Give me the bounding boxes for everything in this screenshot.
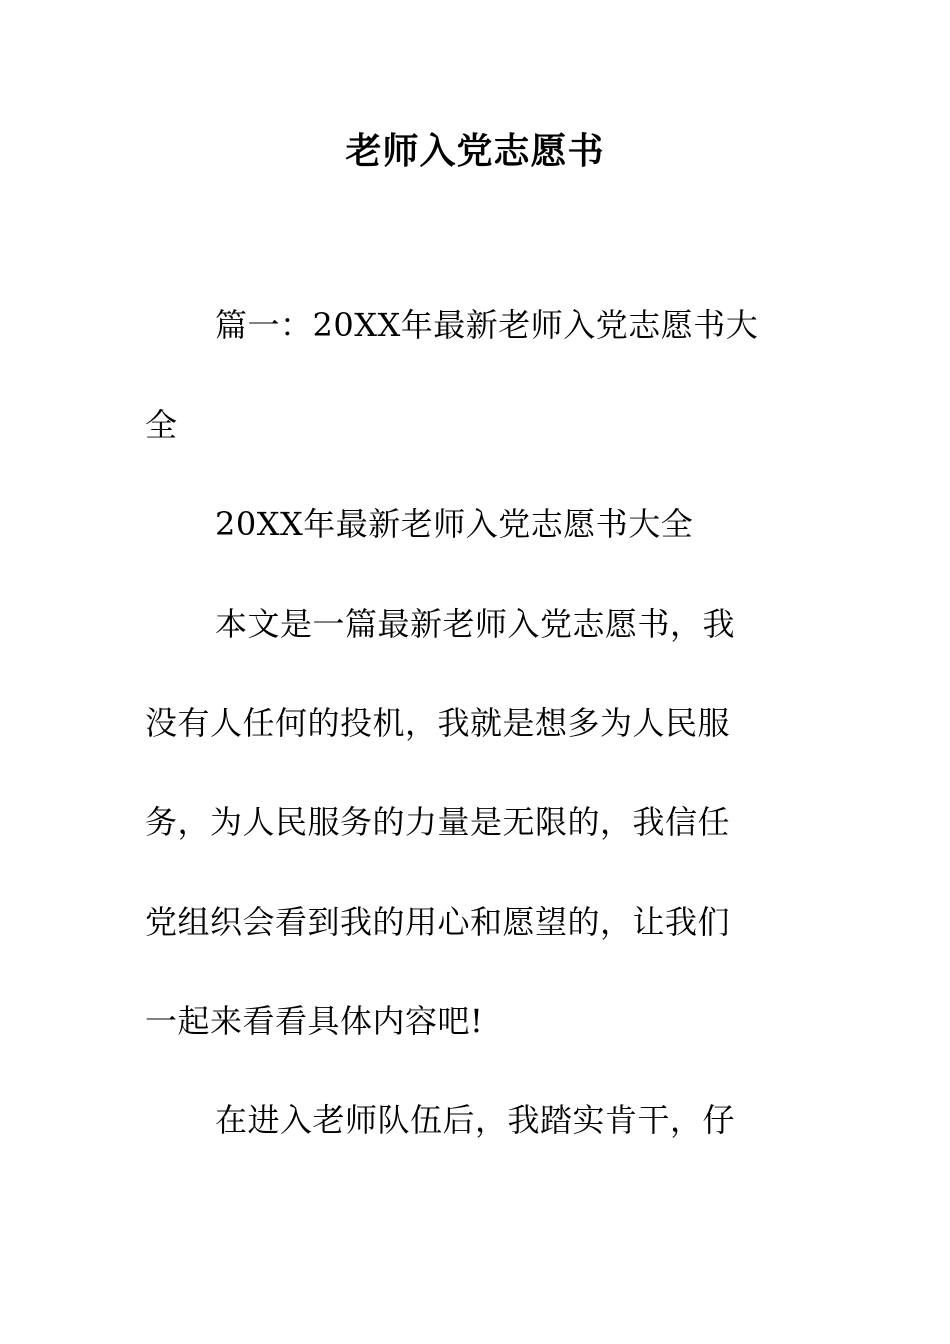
text-line: 党组织会看到我的用心和愿望的，让我们 [145, 903, 731, 941]
text-line: 20XX年最新老师入党志愿书大全 [215, 505, 694, 543]
document-title: 老师入党志愿书 [345, 131, 605, 172]
text-line: 全 [145, 406, 178, 444]
text-line: 篇一：20XX年最新老师入党志愿书大 [215, 306, 759, 344]
text-line: 没有人任何的投机，我就是想多为人民服 [145, 704, 731, 742]
text-line: 在进入老师队伍后，我踏实肯干，仔 [215, 1101, 736, 1139]
text-line: 本文是一篇最新老师入党志愿书，我 [215, 605, 736, 643]
text-line: 一起来看看具体内容吧! [145, 1002, 484, 1040]
text-line: 务，为人民服务的力量是无限的，我信任 [145, 803, 731, 841]
